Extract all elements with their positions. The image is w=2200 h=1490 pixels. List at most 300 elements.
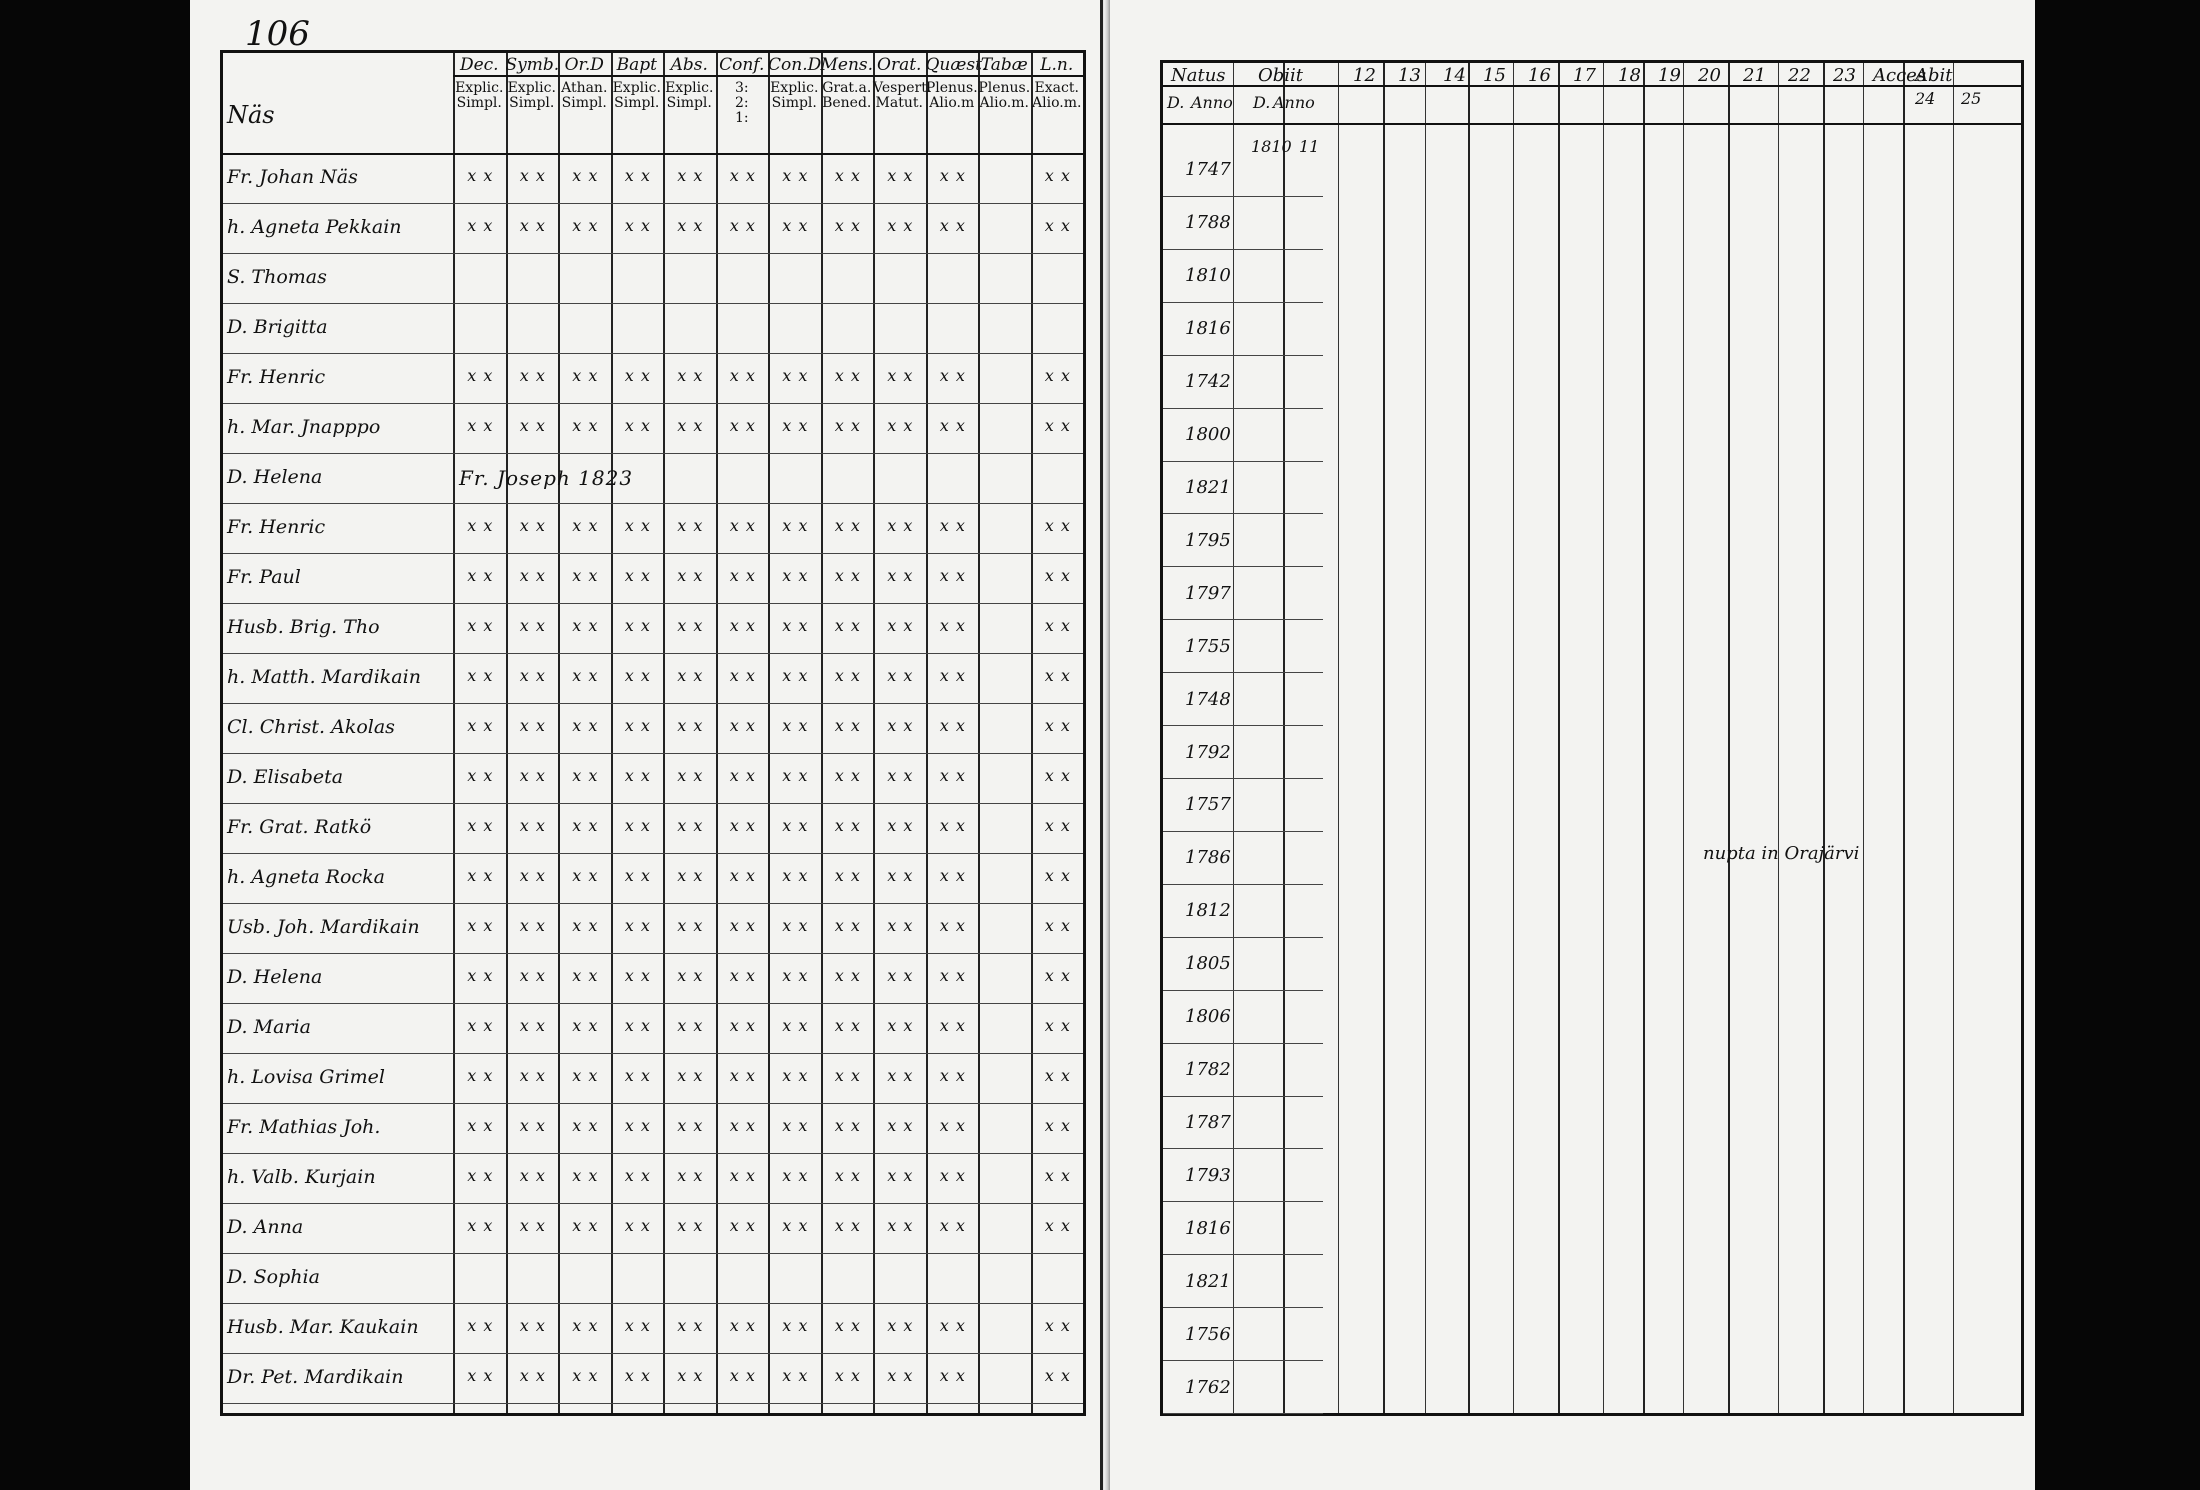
tick-mark: x x [729, 966, 756, 985]
tick-mark: x x [834, 616, 861, 635]
row-rule [223, 1353, 1083, 1354]
tick-mark: x x [939, 866, 966, 885]
tick-mark: x x [939, 566, 966, 585]
column-divider [716, 53, 718, 1413]
tick-mark: x x [572, 566, 599, 585]
person-name: Fr. Henric [227, 366, 326, 388]
header-rule [453, 75, 1083, 77]
tick-mark: x x [624, 816, 651, 835]
tick-mark: x x [467, 416, 494, 435]
column-header: Orat. [877, 55, 922, 75]
column-subheader: 24 [1915, 89, 1936, 108]
column-divider [663, 53, 665, 1413]
tick-mark: x x [624, 416, 651, 435]
column-subheader-text: Explic. [770, 80, 819, 96]
birth-year: 1821 [1185, 1270, 1231, 1292]
tick-mark: x x [467, 566, 494, 585]
column-divider [873, 53, 875, 1413]
person-name: h. Agneta Rocka [227, 866, 385, 888]
column-header: 22 [1788, 65, 1811, 86]
tick-mark: x x [572, 166, 599, 185]
tick-mark: x x [782, 1216, 809, 1235]
tick-mark: x x [519, 616, 546, 635]
tick-mark: x x [677, 216, 704, 235]
tick-mark: x x [887, 1116, 914, 1135]
tick-mark: x x [677, 166, 704, 185]
tick-mark: x x [572, 916, 599, 935]
tick-mark: x x [887, 1016, 914, 1035]
row-rule [1163, 725, 1323, 726]
tick-mark: x x [572, 616, 599, 635]
tick-mark: x x [834, 966, 861, 985]
tick-mark: x x [1044, 916, 1071, 935]
column-subheader-text: Alio.m. [1032, 95, 1082, 111]
column-subheader [926, 81, 979, 111]
tick-mark: x x [729, 1016, 756, 1035]
birth-death-register-table [1160, 60, 2024, 1416]
tick-mark: x x [729, 616, 756, 635]
tick-mark: x x [729, 1166, 756, 1185]
column-header: 19 [1658, 65, 1681, 86]
tick-mark: x x [887, 1366, 914, 1385]
tick-mark: x x [1044, 1216, 1071, 1235]
column-divider [1468, 63, 1470, 1413]
tick-mark: x x [467, 366, 494, 385]
column-header: Obiit [1258, 65, 1304, 86]
birth-year: 1821 [1185, 476, 1231, 498]
column-divider [1823, 63, 1825, 1413]
column-divider [926, 53, 928, 1413]
tick-mark: x x [677, 916, 704, 935]
tick-mark: x x [729, 1366, 756, 1385]
birth-year: 1755 [1185, 635, 1231, 657]
person-name: D. Maria [227, 1016, 311, 1038]
column-subheader: D. [1253, 93, 1271, 112]
tick-mark: x x [834, 216, 861, 235]
tick-mark: x x [939, 1116, 966, 1135]
tick-mark: x x [519, 966, 546, 985]
person-name: Dr. Pet. Mardikain [227, 1366, 404, 1388]
tick-mark: x x [677, 1216, 704, 1235]
row-rule [1163, 513, 1323, 514]
column-subheader [978, 81, 1031, 111]
column-subheader: Anno [1191, 93, 1233, 112]
tick-mark: x x [834, 566, 861, 585]
row-rule [223, 853, 1083, 854]
tick-mark: x x [782, 966, 809, 985]
tick-mark: x x [677, 766, 704, 785]
tick-mark: x x [467, 966, 494, 985]
tick-mark: x x [1044, 766, 1071, 785]
row-rule [1163, 1201, 1323, 1202]
marriage-note: nupta in Orajärvi [1703, 843, 1860, 864]
tick-mark: x x [624, 1316, 651, 1335]
tick-mark: x x [729, 516, 756, 535]
person-name: Cl. Christ. Akolas [227, 716, 395, 738]
row-rule [1163, 884, 1323, 885]
column-divider [1728, 63, 1730, 1413]
column-divider [1283, 63, 1285, 1413]
column-subheader-text: Plenus. [925, 80, 978, 96]
tick-mark: x x [1044, 216, 1071, 235]
tick-mark: x x [887, 816, 914, 835]
column-header: 20 [1698, 65, 1721, 86]
tick-mark: x x [1044, 166, 1071, 185]
tick-mark: x x [729, 666, 756, 685]
tick-mark: x x [834, 1366, 861, 1385]
tick-mark: x x [624, 216, 651, 235]
tick-mark: x x [467, 516, 494, 535]
tick-mark: x x [782, 516, 809, 535]
tick-mark: x x [939, 216, 966, 235]
tick-mark: x x [834, 1066, 861, 1085]
tick-mark: x x [624, 1116, 651, 1135]
tick-mark: x x [624, 866, 651, 885]
row-rule [223, 603, 1083, 604]
row-rule [223, 703, 1083, 704]
column-header: 15 [1483, 65, 1506, 86]
column-divider [1643, 63, 1645, 1413]
row-rule [1163, 1148, 1323, 1149]
tick-mark: x x [1044, 666, 1071, 685]
tick-mark: x x [887, 866, 914, 885]
tick-mark: x x [677, 816, 704, 835]
tick-mark: x x [1044, 416, 1071, 435]
tick-mark: x x [1044, 1366, 1071, 1385]
column-subheader: 25 [1961, 89, 1982, 108]
column-header: Acces [1873, 65, 1927, 86]
tick-mark: x x [834, 816, 861, 835]
birth-year: 1782 [1185, 1059, 1231, 1081]
tick-mark: x x [519, 1316, 546, 1335]
tick-mark: x x [782, 216, 809, 235]
tick-mark: x x [677, 866, 704, 885]
tick-mark: x x [887, 216, 914, 235]
column-subheader-text: Exact. [1034, 80, 1079, 96]
tick-mark: x x [677, 966, 704, 985]
column-divider [1233, 63, 1234, 1413]
tick-mark: x x [887, 616, 914, 635]
tick-mark: x x [519, 866, 546, 885]
birth-year: 1786 [1185, 847, 1231, 869]
column-subheader-text: Simpl. [771, 95, 817, 111]
row-rule [223, 503, 1083, 504]
tick-mark: x x [572, 966, 599, 985]
tick-mark: x x [782, 916, 809, 935]
tick-mark: x x [519, 416, 546, 435]
tick-mark: x x [729, 1116, 756, 1135]
column-divider [611, 53, 613, 1413]
column-subheader-text: 2: [734, 95, 749, 111]
tick-mark: x x [939, 516, 966, 535]
tick-mark: x x [782, 666, 809, 685]
column-header: 23 [1833, 65, 1856, 86]
tick-mark: x x [939, 366, 966, 385]
column-subheader-text: Vespert. [873, 80, 932, 96]
tick-mark: x x [887, 916, 914, 935]
tick-mark: x x [887, 516, 914, 535]
tick-mark: x x [572, 516, 599, 535]
tick-mark: x x [729, 166, 756, 185]
row-rule [1163, 990, 1323, 991]
birth-year: 1742 [1185, 371, 1231, 393]
tick-mark: x x [572, 1216, 599, 1235]
tick-mark: x x [519, 1166, 546, 1185]
tick-mark: x x [572, 866, 599, 885]
tick-mark: x x [519, 1116, 546, 1135]
tick-mark: x x [677, 516, 704, 535]
column-header: Bapt [616, 55, 657, 75]
column-subheader [1031, 81, 1084, 111]
header-bottom-rule [1163, 123, 2021, 125]
column-subheader: Anno [1273, 93, 1315, 112]
column-subheader-text: Bened. [822, 95, 872, 111]
column-divider [821, 53, 823, 1413]
column-subheader [873, 80, 932, 111]
tick-mark: x x [677, 1316, 704, 1335]
tick-mark: x x [1044, 966, 1071, 985]
column-divider [1513, 63, 1514, 1413]
column-subheader-text: Simpl. [561, 95, 607, 111]
tick-mark: x x [729, 716, 756, 735]
tick-mark: x x [939, 166, 966, 185]
column-subheader-text: 1: [734, 110, 749, 126]
birth-year: 1805 [1185, 953, 1231, 975]
column-header: Symb. [505, 55, 560, 75]
column-header: 12 [1353, 65, 1376, 86]
tick-mark: x x [834, 1166, 861, 1185]
tick-mark: x x [887, 716, 914, 735]
tick-mark: x x [677, 1016, 704, 1035]
tick-mark: x x [572, 366, 599, 385]
tick-mark: x x [939, 816, 966, 835]
column-divider [1778, 63, 1779, 1413]
tick-mark: x x [939, 1166, 966, 1185]
tick-mark: x x [467, 166, 494, 185]
tick-mark: x x [1044, 566, 1071, 585]
birth-year: 1810 [1185, 265, 1231, 287]
column-subheader-text: Simpl. [614, 95, 660, 111]
tick-mark: x x [572, 816, 599, 835]
row-rule [1163, 619, 1323, 620]
birth-year: 1793 [1185, 1164, 1231, 1186]
row-rule [1163, 302, 1323, 303]
person-name: Husb. Mar. Kaukain [227, 1316, 419, 1338]
tick-mark: x x [624, 1366, 651, 1385]
tick-mark: x x [782, 1016, 809, 1035]
tick-mark: x x [519, 216, 546, 235]
tick-mark: x x [1044, 1116, 1071, 1135]
birth-year: 1800 [1185, 424, 1231, 446]
column-header: Quæst. [925, 55, 988, 75]
row-rule [223, 1203, 1083, 1204]
row-rule [223, 253, 1083, 254]
column-header: 13 [1398, 65, 1421, 86]
column-divider [1338, 63, 1339, 1413]
column-header: 14 [1443, 65, 1466, 86]
tick-mark: x x [1044, 516, 1071, 535]
tick-mark: x x [677, 666, 704, 685]
column-subheader-text: Simpl. [456, 95, 502, 111]
person-name: Fr. Paul [227, 566, 301, 588]
person-name: h. Agneta Pekkain [227, 216, 402, 238]
birth-year: 1788 [1185, 212, 1231, 234]
column-divider [768, 53, 770, 1413]
column-subheader-text: Matut. [875, 95, 923, 111]
tick-mark: x x [519, 916, 546, 935]
tick-mark: x x [1044, 816, 1071, 835]
tick-mark: x x [887, 366, 914, 385]
tick-mark: x x [624, 1216, 651, 1235]
tick-mark: x x [467, 1316, 494, 1335]
tick-mark: x x [834, 1216, 861, 1235]
row-rule [1163, 831, 1323, 832]
tick-mark: x x [729, 766, 756, 785]
person-name: h. Mar. Jnapppo [227, 416, 381, 438]
tick-mark: x x [782, 766, 809, 785]
catechism-register-table [220, 50, 1086, 1416]
row-rule [223, 953, 1083, 954]
column-subheader-text: Explic. [455, 80, 504, 96]
tick-mark: x x [519, 366, 546, 385]
person-name: Usb. Joh. Mardikain [227, 916, 420, 938]
column-subheader-text: Athan. [561, 80, 608, 96]
column-subheader-text: 3: [734, 80, 749, 96]
tick-mark: x x [1044, 716, 1071, 735]
person-name: Husb. Brig. Tho [227, 616, 380, 638]
tick-mark: x x [782, 1166, 809, 1185]
row-rule [223, 1103, 1083, 1104]
birth-year: 1756 [1185, 1323, 1231, 1345]
tick-mark: x x [887, 566, 914, 585]
tick-mark: x x [572, 1166, 599, 1185]
tick-mark: x x [519, 1066, 546, 1085]
tick-mark: x x [939, 766, 966, 785]
tick-mark: x x [782, 816, 809, 835]
row-rule [223, 203, 1083, 204]
birth-year: 1792 [1185, 741, 1231, 763]
row-rule [223, 1153, 1083, 1154]
column-header: Tabæ [980, 55, 1028, 75]
tick-mark: x x [467, 1366, 494, 1385]
tick-mark: x x [677, 1116, 704, 1135]
column-header: 18 [1618, 65, 1641, 86]
column-header: 21 [1743, 65, 1766, 86]
tick-mark: x x [677, 616, 704, 635]
person-name: Fr. Grat. Ratkö [227, 816, 372, 838]
birth-year: 1747 [1185, 159, 1231, 181]
column-header: Abit [1915, 65, 1953, 86]
person-name: D. Elisabeta [227, 766, 344, 788]
person-name: Fr. Johan Näs [227, 166, 358, 188]
person-name: D. Anna [227, 1216, 304, 1238]
row-rule [223, 1403, 1083, 1404]
column-subheader-text: Alio.m [929, 95, 975, 111]
tick-mark: x x [624, 1016, 651, 1035]
tick-mark: x x [729, 816, 756, 835]
row-rule [1163, 408, 1323, 409]
tick-mark: x x [782, 716, 809, 735]
column-subheader [768, 81, 821, 111]
column-header: L.n. [1040, 55, 1074, 75]
row-rule [223, 1253, 1083, 1254]
tick-mark: x x [572, 716, 599, 735]
person-name: h. Valb. Kurjain [227, 1166, 376, 1188]
column-header: Mens. [820, 55, 874, 75]
header-bottom-rule [223, 153, 1083, 155]
column-divider [558, 53, 560, 1413]
tick-mark: x x [467, 616, 494, 635]
person-name: D. Brigitta [227, 316, 328, 338]
tick-mark: x x [834, 666, 861, 685]
column-divider [1603, 63, 1604, 1413]
tick-mark: x x [729, 1066, 756, 1085]
row-rule [223, 1303, 1083, 1304]
tick-mark: x x [624, 766, 651, 785]
column-subheader-text: Explic. [612, 80, 661, 96]
tick-mark: x x [834, 716, 861, 735]
tick-mark: x x [782, 1066, 809, 1085]
tick-mark: x x [467, 1066, 494, 1085]
column-subheader: D. [1167, 93, 1185, 112]
tick-mark: x x [1044, 866, 1071, 885]
tick-mark: x x [1044, 1066, 1071, 1085]
tick-mark: x x [624, 566, 651, 585]
tick-mark: x x [572, 1116, 599, 1135]
tick-mark: x x [624, 616, 651, 635]
column-divider [1558, 63, 1560, 1413]
tick-mark: x x [729, 866, 756, 885]
tick-mark: x x [887, 666, 914, 685]
row-rule [1163, 937, 1323, 938]
column-subheader-text: Simpl. [509, 95, 555, 111]
row-rule [1163, 196, 1323, 197]
row-rule [223, 803, 1083, 804]
tick-mark: x x [677, 1166, 704, 1185]
tick-mark: x x [572, 1316, 599, 1335]
tick-mark: x x [677, 566, 704, 585]
tick-mark: x x [467, 766, 494, 785]
column-subheader-text: Grat.a. [822, 80, 872, 96]
tick-mark: x x [467, 1166, 494, 1185]
tick-mark: x x [729, 216, 756, 235]
tick-mark: x x [939, 1316, 966, 1335]
tick-mark: x x [782, 1366, 809, 1385]
tick-mark: x x [782, 166, 809, 185]
tick-mark: x x [467, 866, 494, 885]
page-number: 106 [245, 14, 310, 54]
tick-mark: x x [519, 566, 546, 585]
tick-mark: x x [572, 1016, 599, 1035]
tick-mark: x x [624, 666, 651, 685]
tick-mark: x x [887, 1316, 914, 1335]
tick-mark: x x [519, 166, 546, 185]
tick-mark: x x [729, 416, 756, 435]
row-rule [223, 653, 1083, 654]
column-divider [1683, 63, 1684, 1413]
column-subheader [558, 81, 611, 111]
column-header: Con.D [768, 55, 822, 75]
column-header: Conf. [719, 55, 765, 75]
tick-mark: x x [572, 1366, 599, 1385]
tick-mark: x x [939, 1066, 966, 1085]
tick-mark: x x [834, 916, 861, 935]
person-name: D. Helena [227, 466, 323, 488]
tick-mark: x x [677, 366, 704, 385]
tick-mark: x x [939, 616, 966, 635]
tick-mark: x x [677, 716, 704, 735]
tick-mark: x x [939, 716, 966, 735]
